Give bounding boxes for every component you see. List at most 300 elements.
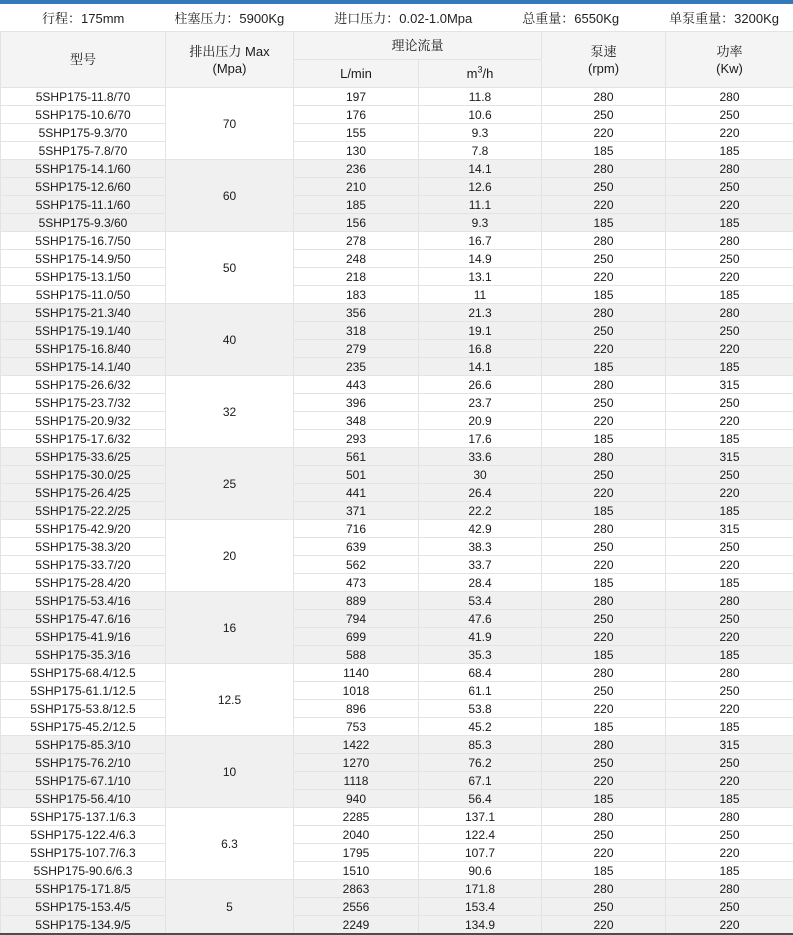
table-row: [1, 88, 793, 106]
speed-cell: 280: [542, 88, 666, 106]
model-cell: 5SHP175-134.9/5: [1, 916, 166, 935]
speed-cell: 220: [542, 340, 666, 358]
flow-lmin-cell: 716: [294, 520, 419, 538]
flow-m3h-cell: 153.4: [419, 898, 542, 916]
power-cell: 250: [666, 394, 793, 412]
flow-lmin-cell: 183: [294, 286, 419, 304]
model-cell: 5SHP175-67.1/10: [1, 772, 166, 790]
flow-m3h-cell: 21.3: [419, 304, 542, 322]
power-cell: 280: [666, 808, 793, 826]
info-total-weight: [522, 8, 619, 27]
flow-m3h-cell: 76.2: [419, 754, 542, 772]
model-cell: 5SHP175-11.8/70: [1, 88, 166, 106]
power-cell: 280: [666, 232, 793, 250]
info-stroke: [42, 8, 124, 27]
flow-m3h-cell: 14.1: [419, 358, 542, 376]
model-cell: 5SHP175-13.1/50: [1, 268, 166, 286]
power-cell: 220: [666, 196, 793, 214]
table-row: [1, 754, 793, 772]
flow-lmin-cell: 185: [294, 196, 419, 214]
flow-lmin-cell: 562: [294, 556, 419, 574]
flow-m3h-cell: 90.6: [419, 862, 542, 880]
model-cell: 5SHP175-9.3/70: [1, 124, 166, 142]
table-row: [1, 646, 793, 664]
table-row: [1, 340, 793, 358]
flow-lmin-cell: 940: [294, 790, 419, 808]
power-cell: 250: [666, 538, 793, 556]
pressure-group-cell: 16: [166, 592, 294, 664]
speed-cell: 185: [542, 142, 666, 160]
speed-cell: 280: [542, 664, 666, 682]
flow-lmin-cell: 176: [294, 106, 419, 124]
speed-cell: 185: [542, 358, 666, 376]
flow-lmin-cell: 1140: [294, 664, 419, 682]
info-inlet-pressure-label: 进口压力：: [334, 11, 400, 26]
flow-m3h-cell: 26.6: [419, 376, 542, 394]
model-cell: 5SHP175-38.3/20: [1, 538, 166, 556]
flow-m3h-cell: 9.3: [419, 214, 542, 232]
flow-m3h-cell: 9.3: [419, 124, 542, 142]
table-row: [1, 466, 793, 484]
power-cell: 220: [666, 628, 793, 646]
flow-m3h-cell: 53.8: [419, 700, 542, 718]
flow-m3h-cell: 26.4: [419, 484, 542, 502]
flow-lmin-cell: 1795: [294, 844, 419, 862]
power-cell: 315: [666, 448, 793, 466]
speed-cell: 250: [542, 250, 666, 268]
power-cell: 220: [666, 844, 793, 862]
speed-cell: 220: [542, 700, 666, 718]
flow-lmin-header: L/min: [294, 60, 419, 88]
flow-lmin-cell: 2249: [294, 916, 419, 935]
flow-lmin-cell: 588: [294, 646, 419, 664]
flow-m3h-cell: 11.8: [419, 88, 542, 106]
speed-cell: 280: [542, 880, 666, 898]
flow-m3h-cell: 68.4: [419, 664, 542, 682]
flow-lmin-cell: 639: [294, 538, 419, 556]
info-total-weight-value: 6550Kg: [574, 11, 620, 26]
flow-m3h-cell: 12.6: [419, 178, 542, 196]
info-single-pump-weight: [669, 8, 779, 27]
pressure-group-cell: 32: [166, 376, 294, 448]
flow-lmin-cell: 293: [294, 430, 419, 448]
table-row: [1, 520, 793, 538]
model-cell: 5SHP175-107.7/6.3: [1, 844, 166, 862]
power-cell: 220: [666, 556, 793, 574]
model-cell: 5SHP175-53.4/16: [1, 592, 166, 610]
flow-m3h-cell: 14.9: [419, 250, 542, 268]
speed-cell: 280: [542, 160, 666, 178]
power-cell: 250: [666, 826, 793, 844]
model-cell: 5SHP175-153.4/5: [1, 898, 166, 916]
flow-m3h-cell: 56.4: [419, 790, 542, 808]
speed-cell: 185: [542, 502, 666, 520]
speed-cell: 220: [542, 916, 666, 935]
power-cell: 250: [666, 754, 793, 772]
info-plunger-pressure-label: 柱塞压力：: [174, 11, 240, 26]
spec-table: [0, 31, 793, 935]
pressure-group-cell: 25: [166, 448, 294, 520]
model-cell: 5SHP175-10.6/70: [1, 106, 166, 124]
flow-lmin-cell: 443: [294, 376, 419, 394]
flow-m3h-cell: 20.9: [419, 412, 542, 430]
table-row: [1, 538, 793, 556]
model-cell: 5SHP175-33.6/25: [1, 448, 166, 466]
power-cell: 280: [666, 88, 793, 106]
power-cell: 185: [666, 142, 793, 160]
flow-m3h-cell: 41.9: [419, 628, 542, 646]
power-cell: 220: [666, 772, 793, 790]
flow-lmin-cell: 155: [294, 124, 419, 142]
power-cell: 185: [666, 718, 793, 736]
flow-lmin-cell: 473: [294, 574, 419, 592]
flow-m3h-cell: 107.7: [419, 844, 542, 862]
pressure-group-cell: 20: [166, 520, 294, 592]
table-row: [1, 448, 793, 466]
table-row: [1, 574, 793, 592]
speed-cell: 250: [542, 538, 666, 556]
table-row: [1, 664, 793, 682]
speed-cell: 185: [542, 286, 666, 304]
model-cell: 5SHP175-41.9/16: [1, 628, 166, 646]
model-cell: 5SHP175-85.3/10: [1, 736, 166, 754]
table-row: [1, 916, 793, 935]
model-cell: 5SHP175-47.6/16: [1, 610, 166, 628]
flow-m3h-cell: 137.1: [419, 808, 542, 826]
flow-lmin-cell: 235: [294, 358, 419, 376]
flow-m3h-cell: 35.3: [419, 646, 542, 664]
flow-lmin-cell: 318: [294, 322, 419, 340]
flow-m3h-cell: 61.1: [419, 682, 542, 700]
power-cell: 220: [666, 124, 793, 142]
power-cell: 280: [666, 592, 793, 610]
model-cell: 5SHP175-28.4/20: [1, 574, 166, 592]
table-row: [1, 610, 793, 628]
power-cell: 250: [666, 466, 793, 484]
spec-table-body: [1, 88, 793, 935]
pressure-group-cell: 5: [166, 880, 294, 935]
flow-lmin-cell: 236: [294, 160, 419, 178]
model-cell: 5SHP175-14.1/40: [1, 358, 166, 376]
flow-m3h-cell: 47.6: [419, 610, 542, 628]
table-row: [1, 178, 793, 196]
power-cell: 220: [666, 412, 793, 430]
table-row: [1, 196, 793, 214]
speed-cell: 220: [542, 412, 666, 430]
model-cell: 5SHP175-11.1/60: [1, 196, 166, 214]
flow-lmin-cell: 278: [294, 232, 419, 250]
flow-m3h-cell: 11.1: [419, 196, 542, 214]
flow-lmin-cell: 1270: [294, 754, 419, 772]
speed-cell: 185: [542, 214, 666, 232]
speed-cell: 220: [542, 268, 666, 286]
power-cell: 250: [666, 898, 793, 916]
power-header: 功率 (Kw): [666, 32, 793, 88]
flow-m3h-cell: 38.3: [419, 538, 542, 556]
pressure-group-cell: 70: [166, 88, 294, 160]
pressure-header: 排出压力 Max (Mpa): [166, 32, 294, 88]
info-inlet-pressure: [334, 8, 472, 27]
power-cell: 220: [666, 340, 793, 358]
flow-lmin-cell: 441: [294, 484, 419, 502]
flow-lmin-cell: 501: [294, 466, 419, 484]
flow-m3h-cell: 33.6: [419, 448, 542, 466]
flow-lmin-cell: 699: [294, 628, 419, 646]
model-cell: 5SHP175-14.1/60: [1, 160, 166, 178]
table-row: [1, 484, 793, 502]
flow-lmin-cell: 210: [294, 178, 419, 196]
flow-lmin-cell: 896: [294, 700, 419, 718]
table-row: [1, 736, 793, 754]
flow-lmin-cell: 1018: [294, 682, 419, 700]
power-cell: 250: [666, 682, 793, 700]
table-row: [1, 826, 793, 844]
table-row: [1, 124, 793, 142]
model-cell: 5SHP175-68.4/12.5: [1, 664, 166, 682]
flow-m3h-cell: 134.9: [419, 916, 542, 935]
table-row: [1, 790, 793, 808]
model-cell: 5SHP175-26.6/32: [1, 376, 166, 394]
flow-m3h-cell: 45.2: [419, 718, 542, 736]
table-row: [1, 394, 793, 412]
speed-cell: 185: [542, 790, 666, 808]
info-inlet-pressure-value: 0.02-1.0Mpa: [399, 11, 473, 26]
flow-m3h-cell: 85.3: [419, 736, 542, 754]
flow-m3h-cell: 10.6: [419, 106, 542, 124]
speed-cell: 185: [542, 574, 666, 592]
table-row: [1, 556, 793, 574]
speed-cell: 220: [542, 844, 666, 862]
flow-lmin-cell: 2285: [294, 808, 419, 826]
power-cell: 250: [666, 250, 793, 268]
table-row: [1, 772, 793, 790]
flow-m3h-cell: 33.7: [419, 556, 542, 574]
power-cell: 280: [666, 664, 793, 682]
flow-m3h-cell: 53.4: [419, 592, 542, 610]
pressure-group-cell: 12.5: [166, 664, 294, 736]
speed-cell: 250: [542, 610, 666, 628]
power-cell: 185: [666, 790, 793, 808]
speed-cell: 220: [542, 124, 666, 142]
speed-cell: 250: [542, 682, 666, 700]
flow-lmin-cell: 396: [294, 394, 419, 412]
flow-lmin-cell: 248: [294, 250, 419, 268]
flow-m3h-cell: 13.1: [419, 268, 542, 286]
speed-cell: 220: [542, 556, 666, 574]
power-cell: 280: [666, 160, 793, 178]
power-cell: 185: [666, 286, 793, 304]
speed-cell: 250: [542, 106, 666, 124]
power-cell: 185: [666, 214, 793, 232]
table-row: [1, 412, 793, 430]
model-cell: 5SHP175-22.2/25: [1, 502, 166, 520]
pressure-group-cell: 50: [166, 232, 294, 304]
speed-cell: 280: [542, 448, 666, 466]
info-stroke-value: 175mm: [81, 11, 125, 26]
model-cell: 5SHP175-14.9/50: [1, 250, 166, 268]
info-plunger-pressure-value: 5900Kg: [239, 11, 285, 26]
model-cell: 5SHP175-23.7/32: [1, 394, 166, 412]
model-cell: 5SHP175-7.8/70: [1, 142, 166, 160]
flow-lmin-cell: 2040: [294, 826, 419, 844]
table-row: [1, 844, 793, 862]
model-cell: 5SHP175-45.2/12.5: [1, 718, 166, 736]
flow-m3h-cell: 171.8: [419, 880, 542, 898]
speed-cell: 220: [542, 628, 666, 646]
info-plunger-pressure: [174, 8, 284, 27]
flow-lmin-cell: 1118: [294, 772, 419, 790]
speed-cell: 280: [542, 376, 666, 394]
speed-cell: 280: [542, 304, 666, 322]
speed-cell: 220: [542, 772, 666, 790]
flow-m3h-header: $m^3/h$: [419, 60, 542, 88]
model-cell: 5SHP175-35.3/16: [1, 646, 166, 664]
speed-cell: 250: [542, 826, 666, 844]
model-cell: 5SHP175-21.3/40: [1, 304, 166, 322]
flow-header: 理论流量: [294, 32, 542, 60]
model-cell: 5SHP175-122.4/6.3: [1, 826, 166, 844]
table-row: [1, 430, 793, 448]
model-header: 型号: [1, 32, 166, 88]
model-cell: 5SHP175-76.2/10: [1, 754, 166, 772]
table-row: [1, 862, 793, 880]
power-cell: 315: [666, 736, 793, 754]
speed-cell: 185: [542, 430, 666, 448]
flow-lmin-cell: 2556: [294, 898, 419, 916]
power-cell: 250: [666, 106, 793, 124]
power-cell: 250: [666, 322, 793, 340]
model-cell: 5SHP175-20.9/32: [1, 412, 166, 430]
table-row: [1, 142, 793, 160]
power-cell: 315: [666, 520, 793, 538]
model-cell: 5SHP175-16.8/40: [1, 340, 166, 358]
pressure-group-cell: 40: [166, 304, 294, 376]
info-single-pump-weight-label: 单泵重量：: [669, 11, 735, 26]
table-row: [1, 808, 793, 826]
flow-m3h-cell: 67.1: [419, 772, 542, 790]
speed-cell: 185: [542, 718, 666, 736]
speed-cell: 250: [542, 466, 666, 484]
model-cell: 5SHP175-42.9/20: [1, 520, 166, 538]
flow-lmin-cell: 561: [294, 448, 419, 466]
model-cell: 5SHP175-56.4/10: [1, 790, 166, 808]
power-cell: 280: [666, 880, 793, 898]
power-cell: 250: [666, 610, 793, 628]
pressure-group-cell: 6.3: [166, 808, 294, 880]
table-row: [1, 592, 793, 610]
info-single-pump-weight-value: 3200Kg: [734, 11, 779, 26]
model-cell: 5SHP175-137.1/6.3: [1, 808, 166, 826]
speed-cell: 220: [542, 196, 666, 214]
speed-cell: 185: [542, 646, 666, 664]
speed-cell: 185: [542, 862, 666, 880]
table-row: [1, 286, 793, 304]
info-total-weight-label: 总重量：: [522, 11, 575, 26]
model-cell: 5SHP175-53.8/12.5: [1, 700, 166, 718]
flow-m3h-cell: 22.2: [419, 502, 542, 520]
flow-lmin-cell: 348: [294, 412, 419, 430]
power-cell: 220: [666, 268, 793, 286]
table-row: [1, 502, 793, 520]
speed-cell: 280: [542, 736, 666, 754]
table-row: [1, 628, 793, 646]
table-row: [1, 682, 793, 700]
flow-lmin-cell: 889: [294, 592, 419, 610]
table-row: [1, 214, 793, 232]
speed-cell: 250: [542, 322, 666, 340]
power-cell: 220: [666, 484, 793, 502]
speed-cell: 250: [542, 754, 666, 772]
model-cell: 5SHP175-33.7/20: [1, 556, 166, 574]
model-cell: 5SHP175-90.6/6.3: [1, 862, 166, 880]
flow-lmin-cell: 1510: [294, 862, 419, 880]
flow-m3h-cell: 23.7: [419, 394, 542, 412]
flow-lmin-cell: 371: [294, 502, 419, 520]
speed-cell: 250: [542, 394, 666, 412]
model-cell: 5SHP175-9.3/60: [1, 214, 166, 232]
flow-lmin-cell: 1422: [294, 736, 419, 754]
power-cell: 220: [666, 700, 793, 718]
table-row: [1, 250, 793, 268]
flow-m3h-cell: 30: [419, 466, 542, 484]
speed-cell: 250: [542, 178, 666, 196]
table-row: [1, 718, 793, 736]
info-bar: [0, 4, 793, 31]
flow-m3h-cell: 11: [419, 286, 542, 304]
flow-m3h-cell: 16.7: [419, 232, 542, 250]
table-row: [1, 898, 793, 916]
info-stroke-label: 行程：: [42, 11, 82, 26]
table-row: [1, 376, 793, 394]
flow-lmin-cell: 130: [294, 142, 419, 160]
power-cell: 185: [666, 430, 793, 448]
spec-table-header: [1, 32, 793, 88]
speed-cell: 280: [542, 520, 666, 538]
speed-header: 泵速 (rpm): [542, 32, 666, 88]
flow-m3h-cell: 14.1: [419, 160, 542, 178]
power-cell: 185: [666, 502, 793, 520]
power-cell: 220: [666, 916, 793, 935]
flow-m3h-cell: 28.4: [419, 574, 542, 592]
pressure-group-cell: 60: [166, 160, 294, 232]
flow-lmin-cell: 753: [294, 718, 419, 736]
flow-m3h-cell: 17.6: [419, 430, 542, 448]
flow-m3h-cell: 16.8: [419, 340, 542, 358]
model-cell: 5SHP175-12.6/60: [1, 178, 166, 196]
flow-lmin-cell: 2863: [294, 880, 419, 898]
table-row: [1, 268, 793, 286]
table-row: [1, 880, 793, 898]
model-cell: 5SHP175-26.4/25: [1, 484, 166, 502]
table-row: [1, 304, 793, 322]
pressure-group-cell: 10: [166, 736, 294, 808]
table-row: [1, 160, 793, 178]
flow-lmin-cell: 197: [294, 88, 419, 106]
flow-lmin-cell: 356: [294, 304, 419, 322]
model-cell: 5SHP175-61.1/12.5: [1, 682, 166, 700]
model-cell: 5SHP175-11.0/50: [1, 286, 166, 304]
table-row: [1, 232, 793, 250]
model-cell: 5SHP175-16.7/50: [1, 232, 166, 250]
speed-cell: 280: [542, 808, 666, 826]
power-cell: 185: [666, 646, 793, 664]
speed-cell: 220: [542, 484, 666, 502]
power-cell: 250: [666, 178, 793, 196]
flow-m3h-cell: 42.9: [419, 520, 542, 538]
flow-lmin-cell: 279: [294, 340, 419, 358]
model-cell: 5SHP175-19.1/40: [1, 322, 166, 340]
model-cell: 5SHP175-30.0/25: [1, 466, 166, 484]
